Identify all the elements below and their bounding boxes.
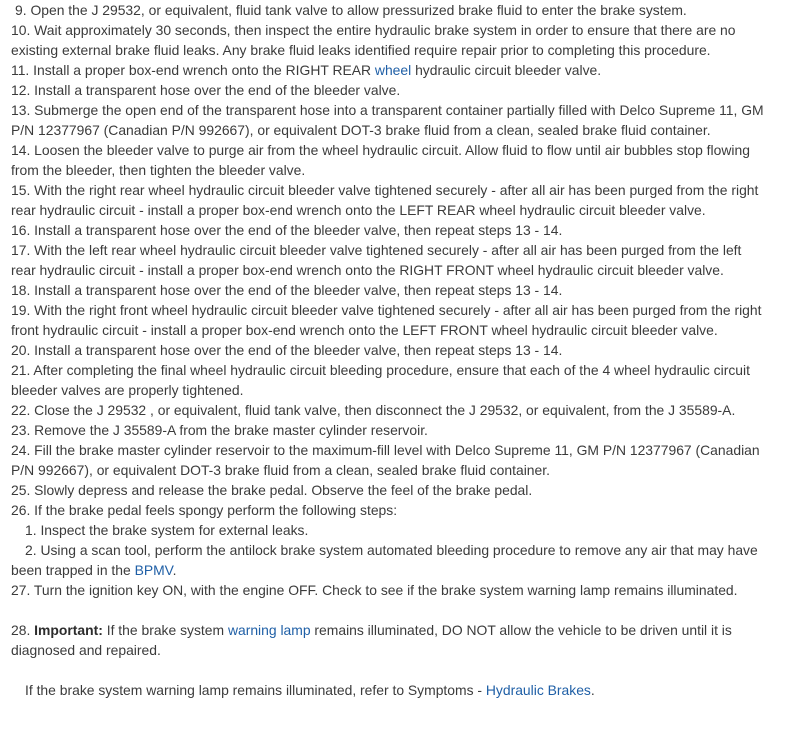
step-21-line-1: 21. After completing the final wheel hydraulic circuit bleeding procedure, ensure that each of the 4 wheel hydraulic circuit [11,362,750,378]
step-9: 9. Open the J 29532, or equivalent, fluid tank valve to allow pressurized brake fluid to enter the brake system. [15,2,687,18]
step-17-line-2: rear hydraulic circuit - install a proper box-end wrench onto the RIGHT FRONT wheel hydraulic circuit bleeder valve. [11,262,724,278]
final-note-text-pre: If the brake system warning lamp remains illuminated, refer to Symptoms - [25,682,486,698]
step-11-text-post: hydraulic circuit bleeder valve. [411,62,602,78]
step-20: 20. Install a transparent hose over the end of the bleeder valve, then repeat steps 13 - 14. [11,342,563,358]
final-note-text-post: . [590,682,595,698]
bpmv-link[interactable]: BPMV [134,562,173,578]
substep-26-2-text-pre: been trapped in the [11,562,135,578]
step-28-text-pre: If the brake system [102,622,228,638]
warning-lamp-link[interactable]: warning lamp [227,622,311,638]
step-28-line-1 [11,620,732,640]
substep-26-2-text-post: . [172,562,177,578]
final-note [25,680,595,700]
step-21-line-2: bleeder valves are properly tightened. [11,382,244,398]
step-10-line-1: 10. Wait approximately 30 seconds, then inspect the entire hydraulic brake system in order to ensure that there are no [11,22,736,38]
substep-26-2-line-2 [11,560,177,580]
wheel-link[interactable]: wheel [374,62,412,78]
step-28-text-post: remains illuminated, DO NOT allow the vehicle to be driven until it is [310,622,732,638]
important-label: Important: [34,622,103,638]
step-11-text-pre: 11. Install a proper box-end wrench onto the RIGHT REAR [11,62,375,78]
step-13-line-2: P/N 12377967 (Canadian P/N 992667), or equivalent DOT-3 brake fluid from a clean, sealed brake fluid container. [11,122,711,138]
step-11 [11,60,601,80]
step-15-line-1: 15. With the right rear wheel hydraulic circuit bleeder valve tightened securely - after all air has been purged from the right [11,182,759,198]
substep-26-2-line-1: 2. Using a scan tool, perform the antilock brake system automated bleeding procedure to remove any air that may have [25,542,758,558]
step-27: 27. Turn the ignition key ON, with the engine OFF. Check to see if the brake system warning lamp remains illuminated. [11,582,738,598]
step-19-line-2: front hydraulic circuit - install a proper box-end wrench onto the LEFT FRONT wheel hydraulic circuit bleeder valve. [11,322,718,338]
step-19-line-1: 19. With the right front wheel hydraulic circuit bleeder valve tightened securely - after all air has been purged from the right [11,302,762,318]
step-13-line-1: 13. Submerge the open end of the transparent hose into a transparent container partially filled with Delco Supreme 11, GM [11,102,764,118]
step-24-line-2: P/N 992667), or equivalent DOT-3 brake fluid from a clean, sealed brake fluid container. [11,462,550,478]
step-28-number: 28. [11,622,35,638]
step-23: 23. Remove the J 35589-A from the brake master cylinder reservoir. [11,422,428,438]
step-26: 26. If the brake pedal feels spongy perform the following steps: [11,502,398,518]
step-12: 12. Install a transparent hose over the end of the bleeder valve. [11,82,401,98]
hydraulic-brakes-link[interactable]: Hydraulic Brakes [485,682,591,698]
step-15-line-2: rear hydraulic circuit - install a proper box-end wrench onto the LEFT REAR wheel hydraulic circuit bleeder valve. [11,202,706,218]
step-22: 22. Close the J 29532 , or equivalent, fluid tank valve, then disconnect the J 29532, or equivalent, from the J 35589-A. [11,402,736,418]
substep-26-1: 1. Inspect the brake system for external leaks. [25,522,309,538]
step-17-line-1: 17. With the left rear wheel hydraulic circuit bleeder valve tightened securely - after all air has been purged from the left [11,242,742,258]
step-10-line-2: existing external brake fluid leaks. Any brake fluid leaks identified require repair prior to completing this procedure. [11,42,711,58]
step-16: 16. Install a transparent hose over the end of the bleeder valve, then repeat steps 13 - 14. [11,222,563,238]
step-28-line-2: diagnosed and repaired. [11,642,161,658]
step-18: 18. Install a transparent hose over the end of the bleeder valve, then repeat steps 13 - 14. [11,282,563,298]
step-14-line-2: from the bleeder, then tighten the bleeder valve. [11,162,306,178]
step-14-line-1: 14. Loosen the bleeder valve to purge air from the wheel hydraulic circuit. Allow fluid to flow until air bubbles stop flowing [11,142,750,158]
step-25: 25. Slowly depress and release the brake pedal. Observe the feel of the brake pedal. [11,482,533,498]
step-24-line-1: 24. Fill the brake master cylinder reservoir to the maximum-fill level with Delco Supreme 11, GM P/N 12377967 (Canadian [11,442,760,458]
